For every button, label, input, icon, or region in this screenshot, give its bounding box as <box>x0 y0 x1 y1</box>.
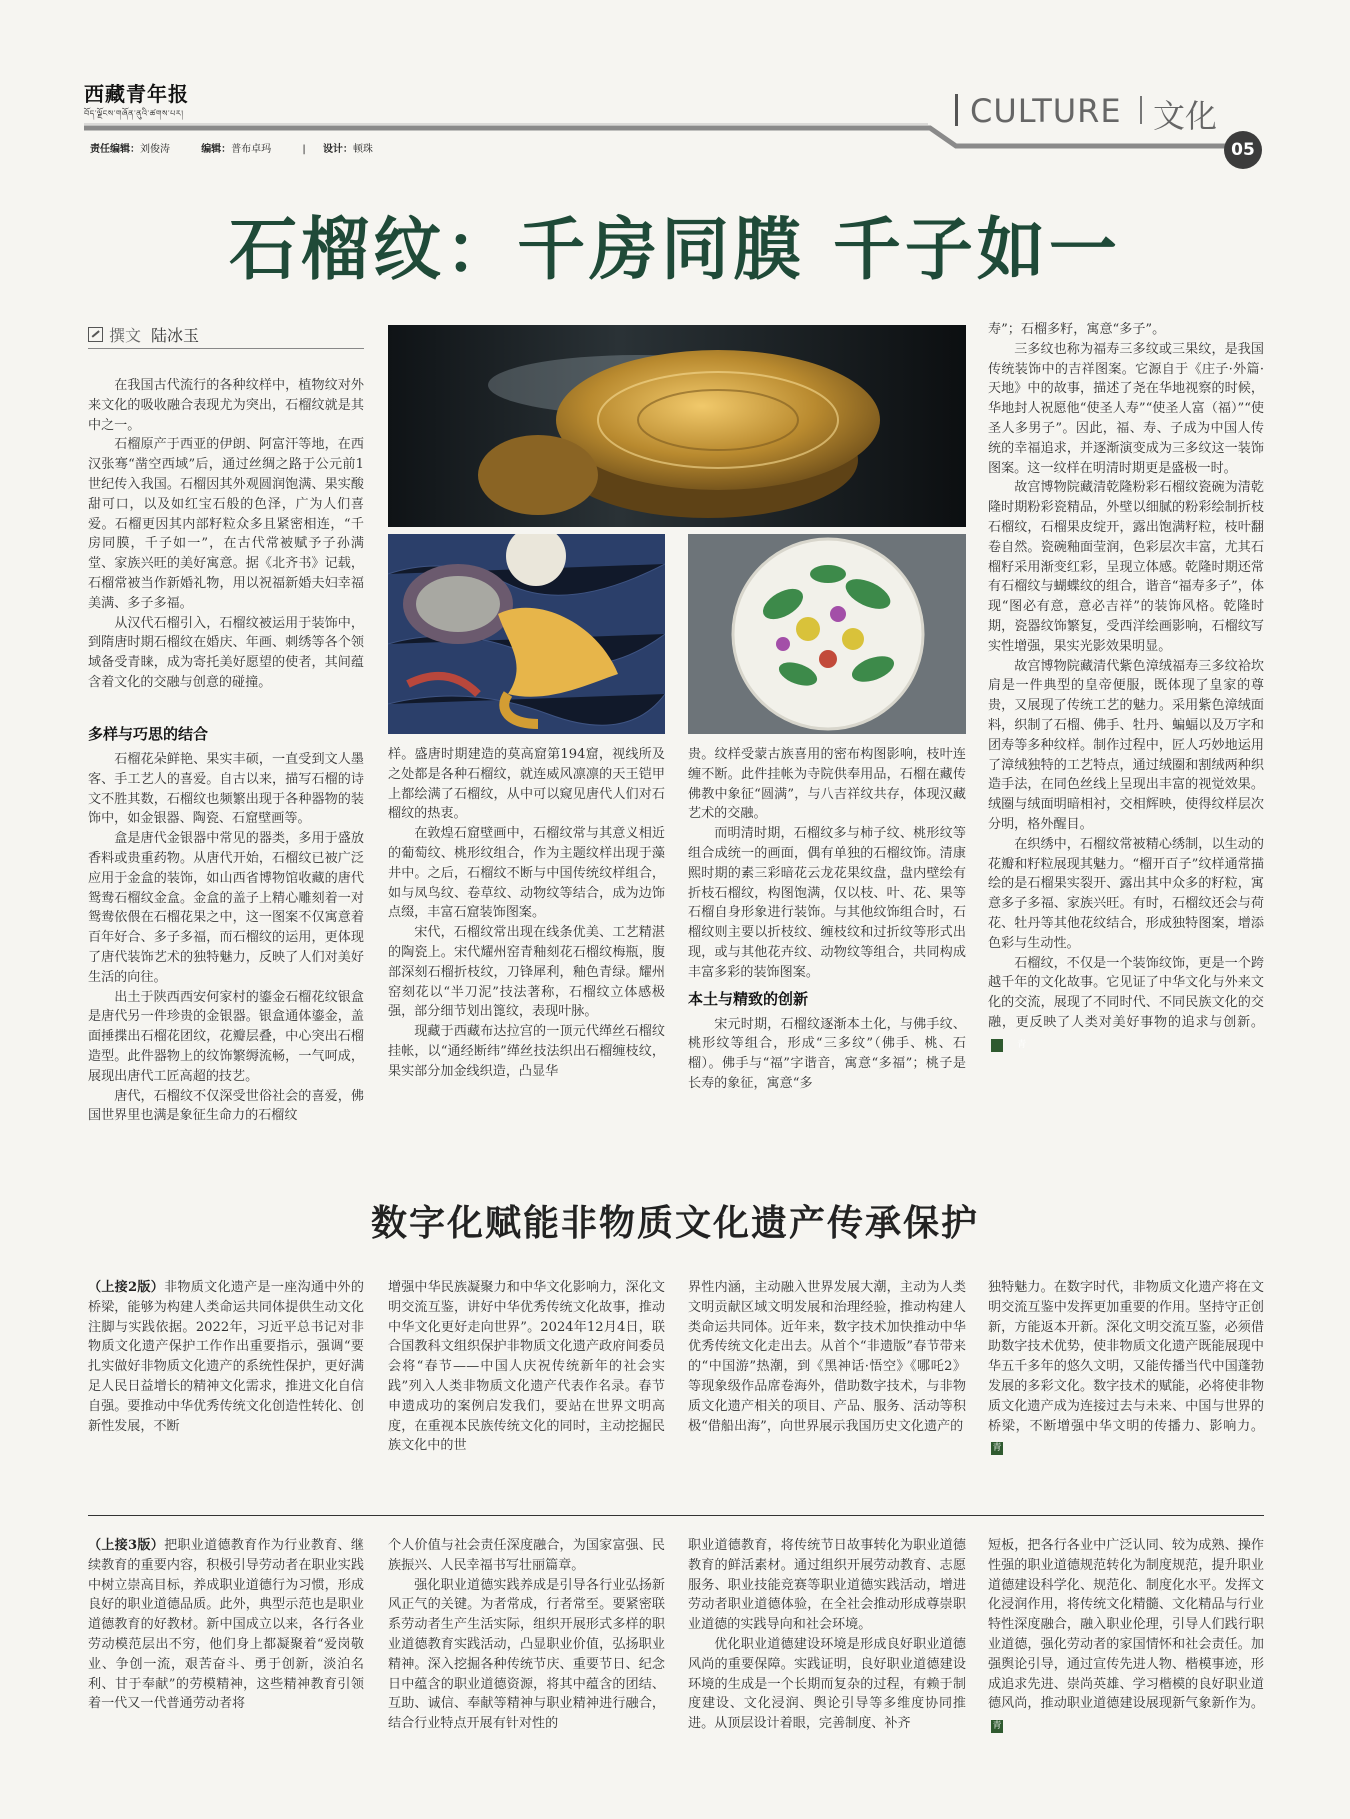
article3-col3: 职业道德教育，将传统节日故事转化为职业道德教育的鲜活素材。通过组织开展劳动教育、志愿服务、职业技能竞赛等职业道德实践活动，增进劳动者职业道德体验，在全社会推动形成尊崇职业道德的实践导向和社会环境。 优化职业道德建设环境是形成良好职业道德风尚的重要保障。实践证明，良好职业道德建设环境的生成是一个长期而复杂的过程，有赖于制度建设、文化浸润、舆论引导等多维度协同推进。从顶层设计着眼，完善制度、补齐 <box>688 1538 966 1732</box>
section-label <box>955 88 1255 135</box>
porcelain-plate-photo <box>688 534 966 734</box>
end-mark-icon: 青 <box>991 1039 1003 1052</box>
page-number: 05 <box>1224 131 1262 169</box>
article1-col1b: 多样与巧思的结合 石榴花朵鲜艳、果实丰硕，一直受到文人墨客、手工艺人的喜爱。自古以来，描写石榴的诗文不胜其数，石榴纹也频繁出现于各种器物的装饰中，如金银器、陶瓷、石窟壁画等。 盒是唐代金银器中常见的器类，多用于盛放香料或贵重药物。从唐代开始，石榴纹已被广泛应用于金盒的装饰，如山西省博物馆收藏的唐代鸳鸯石榴纹金盒。金盒的盖子上精心雕刻着一对鸳鸯依偎在石榴花果之中，这一图案不仅寓意着百年好合、多子多福，而石榴纹的运用，更体现了唐代装饰艺术的独特魅力，反映了人们对美好生活的向往。 出土于陕西西安何家村的鎏金石榴花纹银盒是唐代另一件珍贵的金银器。银盒通体鎏金，盖面捶揲出石榴花团纹，花瓣层叠，中心突出石榴造型。此件器物上的纹饰繁缛流畅，一气呵成，展现出唐代工匠高超的技艺。 唐代，石榴纹不仅深受世俗社会的喜爱，佛国世界里也满是象征生命力的石榴纹 <box>88 718 364 1138</box>
section-en: CULTURE <box>970 92 1122 130</box>
article2-col1: （上接2版）非物质文化遗产是一座沟通中外的桥梁，能够为构建人类命运共同体提供生动文化注脚与实践依据。2022年，习近平总书记对非物质文化遗产保护工作作出重要指示，强调“要扎实做好非物质文化遗产的系统性保护，更好满足人民日益增长的精神文化需求，推进文化自信自强。要推动中华优秀传统文化创造性转化、创新性发展，不断 <box>88 1280 364 1434</box>
masthead-subtitle: བོད་ལྗོངས་གཞོན་ནུའི་ཚགས་པར། <box>84 109 184 118</box>
byline: 撰文 陆冰玉 <box>88 323 199 346</box>
article1-col1: 在我国古代流行的各种纹样中，植物纹对外来文化的吸收融合表现尤为突出，石榴纹就是其中之一。 石榴原产于西亚的伊朗、阿富汗等地，在西汉张骞“凿空西域”后，通过丝绸之路于公元前1世纪传入我国。石榴因其外观圆润饱满、果实酸甜可口，以及如红宝石般的色泽，广为人们喜爱。石榴更因其内部籽粒众多且紧密相连，“千房同膜，千子如一”，在古代常被赋予子孙满堂、家族兴旺的美好寓意。据《北齐书》记载，石榴常被当作新婚礼物，用以祝福新婚夫妇幸福美满、多子多福。 从汉代石榴引入，石榴纹被运用于装饰中，到隋唐时期石榴纹在婚庆、年画、刺绣等各个领域备受青睐，成为寄托美好愿望的使者，其间蕴含着文化的交融与创意的碰撞。 <box>88 378 364 690</box>
article2-col2: 增强中华民族凝聚力和中华文化影响力，深化文明交流互鉴，讲好中华优秀传统文化故事，推动中华文化更好走向世界”。2024年12月4日，联合国教科文组织保护非物质文化遗产政府间委员会将“春节——中国人庆祝传统新年的社会实践”列入人类非物质文化遗产代表作名录。春节申遗成功的案例启发我们，要站在世界文明高度，在重视本民族传统文化的同时，主动挖掘民族文化中的世 <box>388 1280 665 1454</box>
subhead-diversity: 多样与巧思的结合 <box>88 725 209 743</box>
article1-col2: 样。盛唐时期建造的莫高窟第194窟，视线所及之处都是各种石榴纹，就连威风凛凛的天王铠甲上都绘满了石榴纹，从中可以窥见唐代人们对石榴纹的热衷。 在敦煌石窟壁画中，石榴纹常与其意义相近的葡萄纹、桃形纹组合，作为主题纹样出现于藻井中。之后，石榴纹不断与中国传统纹样组合，如与凤鸟纹、卷草纹、动物纹等结合，成为边饰点缀，丰富石窟装饰图案。 宋代，石榴纹常出现在线条优美、工艺精湛的陶瓷上。宋代耀州窑青釉刻花石榴纹梅瓶，腹部深刻石榴折枝纹，刀锋犀利，釉色青绿。耀州窑刻花以“半刀泥”技法著称，石榴纹立体感极强，部分细节划出篦纹，表现叶脉。 现藏于西藏布达拉宫的一顶元代缂丝石榴纹挂帐，以“通经断纬”缂丝技法织出石榴缠枝纹，果实部分加金线织造，凸显华 <box>388 747 665 1079</box>
end-mark-icon: 青 <box>992 1721 1002 1732</box>
byline-rule <box>88 348 364 349</box>
article1-col3: 贵。纹样受蒙古族喜用的密布构图影响，枝叶连缠不断。此件挂帐为寺院供奉用品，石榴在藏传佛教中象征“圆满”，与八吉祥纹共存，体现汉藏艺术的交融。 而明清时期，石榴纹多与柿子纹、桃形纹等组合成统一的画面，偶有单独的石榴纹饰。清康熙时期的素三彩暗花云龙花果纹盘，盘内壁绘有折枝石榴纹，构图饱满，仅以枝、叶、花、果等石榴自身形象进行装饰。与其他纹饰组合时，石榴纹则主要以折枝纹、缠枝纹和过折纹等形式出现，或与其他花卉纹、动物纹等组合，共同构成丰富多彩的装饰图案。 本土与精致的创新 宋元时期，石榴纹逐渐本土化，与佛手纹、桃形纹等组合，形成“三多纹”（佛手、桃、石榴）。佛手与“福”字谐音，寓意“多福”；桃子是长寿的象征，寓意“多 <box>688 747 966 1091</box>
article1-title: 石榴纹：千房同膜 千子如一 <box>229 211 1121 290</box>
article3-col2: 个人价值与社会责任深度融合，为国家富强、民族振兴、人民幸福书写壮丽篇章。 强化职业道德实践养成是引导各行业弘扬新风正气的关键。为者常成，行者常至。要紧密联系劳动者生产生活实际，组织开展形式多样的职业道德教育实践活动，凸显职业价值，弘扬职业精神。深入挖掘各种传统节庆、重要节日、纪念日中蕴含的职业道德资源，将其中蕴含的团结、互助、诚信、奉献等精神与职业精神进行融合，结合行业特点开展有针对性的 <box>388 1538 665 1732</box>
pen-icon <box>88 327 103 342</box>
section-zh: 文化 <box>1153 97 1218 135</box>
article3-col1: （上接3版）把职业道德教育作为行业教育、继续教育的重要内容，积极引导劳动者在职业实践中树立崇高目标，养成职业道德行为习惯，形成良好的职业道德品质。此外，典型示范也是职业道德教育的好教材。新中国成立以来，各行各业劳动模范层出不穷，他们身上都凝聚着“爱岗敬业、争创一流，艰苦奋斗、勇于创新，淡泊名利、甘于奉献”的劳模精神，这些精神教育引领着一代又一代普通劳动者将 <box>88 1538 364 1712</box>
end-mark-icon: 青 <box>992 1443 1002 1454</box>
article2-col4: 独特魅力。在数字时代，非物质文化遗产将在文明交流互鉴中发挥更加重要的作用。坚持守正创新，方能返本开新。深化文明交流互鉴，必须借助数字技术优势，使非物质文化遗产既能展现中华五千多年的悠久文明，又能传播当代中国蓬勃发展的多彩文化。数字技术的赋能，必将使非物质文化遗产成为连接过去与未来、中国与世界的桥梁，不断增强中华文明的传播力、影响力。青 <box>988 1280 1264 1454</box>
article-divider <box>88 1515 1264 1516</box>
subhead-innovation: 本土与精致的创新 <box>688 989 809 1008</box>
article2-col3: 界性内涵，主动融入世界发展大潮，主动为人类文明贡献区域文明发展和治理经验，推动构建人类命运共同体。近年来，数字技术加快推动中华优秀传统文化走出去。从首个“非遗版”春节带来的“中国游”热潮，到《黑神话·悟空》《哪吒2》等现象级作品席卷海外，借助数字技术，与非物质文化遗产相关的项目、产品、服务、活动等积极“借船出海”，向世界展示我国历史文化遗产的 <box>688 1280 966 1434</box>
embroidery-photo <box>388 534 665 734</box>
article1-col4: 寿”；石榴多籽，寓意“多子”。 三多纹也称为福寿三多纹或三果纹，是我国传统装饰中的吉祥图案。它源自于《庄子·外篇·天地》中的故事，描述了尧在华地视察的时候，华地封人祝愿他“使圣人寿”“使圣人富（福）”“使圣人多男子”。因此，福、寿、子成为中国人传统的幸福追求，并逐渐演变成为三多纹这一装饰图案。这一纹样在明清时期更是盛极一时。 故宫博物院藏清乾隆粉彩石榴纹瓷碗为清乾隆时期粉彩瓷精品，外壁以细腻的粉彩绘制折枝石榴纹，石榴果皮绽开，露出饱满籽粒，枝叶翻卷自然。瓷碗釉面莹润，色彩层次丰富，尤其石榴籽采用渐变红彩，呈现立体感。乾隆时期还常有石榴纹与蝴蝶纹的组合，谐音“福寿多子”，体现“图必有意，意必吉祥”的装饰风格。乾隆时期，瓷器纹饰繁复，受西洋绘画影响，石榴纹写实性增强，果实光影效果明显。 故宫博物院藏清代紫色漳绒福寿三多纹袷坎肩是一件典型的皇帝便服，既体现了皇家的尊贵，又展现了传统工艺的魅力。采用紫色漳绒面料，织制了石榴、佛手、牡丹、蝙蝠以及万字和团寿等多种纹样。制作过程中，匠人巧妙地运用了漳绒独特的工艺特点，通过绒圈和割绒两种织造手法，在同色丝线上呈现出丰富的视觉效果。绒圈与绒面明暗相衬，交相辉映，使得纹样层次分明，格外醒目。 在织绣中，石榴纹常被精心绣制，以生动的花瓣和籽粒展现其魅力。“榴开百子”纹样通常描绘的是石榴果实裂开、露出其中众多的籽粒，寓意多子多福、家族兴旺。有时，石榴纹还会与荷花、牡丹等其他花纹结合，形成独特图案，增添色彩与生动性。 石榴纹，不仅是一个装饰纹饰，更是一个跨越千年的文化故事。它见证了中华文化与外来文化的交流，展现了不同时代、不同民族文化的交融，更反映了人类对美好事物的追求与创新。青 <box>988 322 1264 1050</box>
article3-col4: 短板，把各行各业中广泛认同、较为成熟、操作性强的职业道德规范转化为制度规范，提升职业道德建设科学化、规范化、制度化水平。发挥文化浸润作用，将传统文化精髓、文化精品与行业特性深度融合，融入职业伦理，引导人们践行职业道德，强化劳动者的家国情怀和社会责任。加强舆论引导，通过宣传先进人物、楷模事迹，形成追求先进、崇尚英雄、学习楷模的良好职业道德风尚，推动职业道德建设展现新气象新作为。青 <box>988 1538 1264 1732</box>
article2-title: 数字化赋能非物质文化遗产传承保护 <box>370 1202 979 1244</box>
gold-box-photo <box>388 325 966 527</box>
credits: 责任编辑：刘俊涛 编辑：普布卓玛 | 设计：顿珠 <box>90 144 373 155</box>
masthead: 西藏青年报 <box>84 82 189 106</box>
